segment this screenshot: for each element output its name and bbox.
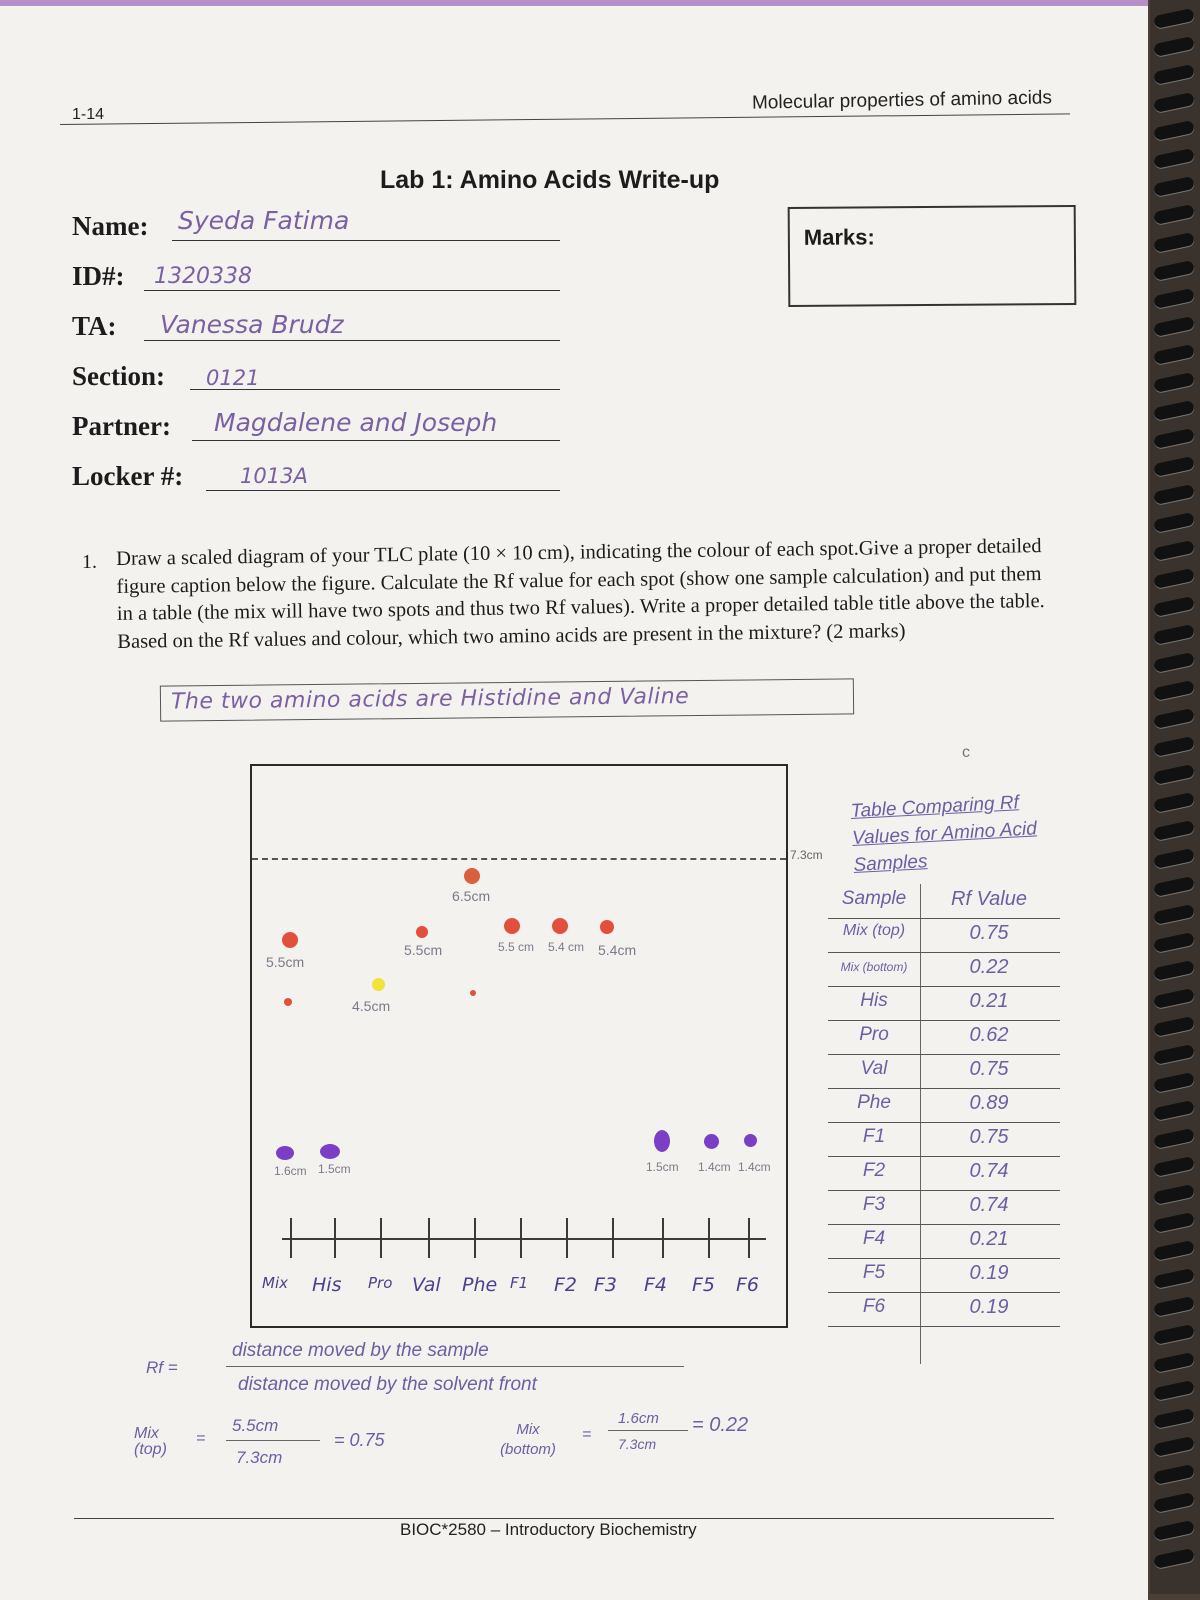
row-sample: F6 bbox=[862, 1296, 886, 1317]
binding-coil bbox=[1153, 1100, 1195, 1121]
binding-coil bbox=[1153, 232, 1195, 253]
binding-coil bbox=[1153, 1352, 1195, 1373]
mix-top-eq: = bbox=[196, 1430, 206, 1447]
partner-value: Magdalene and Joseph bbox=[214, 408, 498, 437]
chapter-title: Molecular properties of amino acids bbox=[751, 87, 1053, 114]
marks-box bbox=[788, 205, 1077, 307]
lane-label-mix: Mix bbox=[262, 1274, 288, 1292]
row-value: 0.21 bbox=[969, 1228, 1009, 1250]
lane-label-f3: F3 bbox=[594, 1274, 618, 1296]
binding-coil bbox=[1153, 1464, 1195, 1485]
binding-coil bbox=[1153, 820, 1195, 841]
dist-f6: 1.4cm bbox=[738, 1160, 771, 1174]
origin-line bbox=[282, 1238, 766, 1240]
lab-title: Lab 1: Amino Acids Write-up bbox=[380, 166, 720, 194]
spot-mix-bottom bbox=[276, 1146, 294, 1160]
binding-coil bbox=[1153, 1380, 1195, 1401]
ta-value: Vanessa Brudz bbox=[160, 310, 344, 339]
id-label: ID#: bbox=[72, 261, 125, 291]
row-value: 0.74 bbox=[969, 1160, 1009, 1182]
locker-label: Locker #: bbox=[72, 461, 184, 491]
row-sample: His bbox=[860, 990, 888, 1011]
table-row bbox=[828, 1156, 1060, 1191]
solvent-front-line bbox=[252, 858, 786, 860]
tlc-plate bbox=[250, 764, 823, 1328]
dist-f3: 5.4cm bbox=[598, 942, 637, 958]
spot-f6 bbox=[744, 1134, 757, 1147]
binding-coil bbox=[1153, 764, 1195, 785]
name-line bbox=[172, 240, 560, 241]
mix-bottom-result: = 0.22 bbox=[692, 1414, 749, 1436]
solvent-front-label: 7.3cm bbox=[790, 848, 823, 862]
spot-phe bbox=[464, 868, 480, 884]
lane-label-pro: Pro bbox=[368, 1274, 393, 1292]
mix-bottom-denominator: 7.3cm bbox=[618, 1436, 657, 1452]
lane-tick bbox=[612, 1218, 614, 1258]
lane-label-f5: F5 bbox=[692, 1274, 716, 1296]
binding-coil bbox=[1153, 120, 1195, 141]
lane-tick bbox=[380, 1218, 382, 1258]
lane-label-f1: F1 bbox=[510, 1274, 529, 1292]
row-value: 0.75 bbox=[969, 1126, 1009, 1148]
header-sample: Sample bbox=[841, 888, 907, 909]
id-value: 1320338 bbox=[154, 264, 252, 289]
binding-coil bbox=[1153, 484, 1195, 505]
binding-coil bbox=[1153, 204, 1195, 225]
binding-coil bbox=[1153, 1492, 1195, 1513]
spot-f1 bbox=[504, 918, 520, 934]
rf-symbol: Rf = bbox=[146, 1358, 178, 1377]
locker-value: 1013A bbox=[240, 464, 308, 488]
row-value: 0.75 bbox=[969, 1058, 1009, 1080]
row-value: 0.21 bbox=[969, 990, 1009, 1012]
table-title: Table Comparing Rf Values for Amino Acid Samples bbox=[850, 792, 1038, 876]
binding-coil bbox=[1153, 932, 1195, 953]
binding-coil bbox=[1153, 1212, 1195, 1233]
table-header-row bbox=[828, 884, 1060, 919]
locker-line bbox=[206, 490, 560, 491]
question-number: 1. bbox=[82, 551, 97, 573]
binding-coil bbox=[1153, 372, 1195, 393]
section-label: Section: bbox=[72, 361, 165, 391]
binding-coil bbox=[1153, 1156, 1195, 1177]
spot-pro bbox=[372, 978, 385, 991]
table-row bbox=[828, 1088, 1060, 1123]
binding-coil bbox=[1153, 568, 1195, 589]
binding-coil bbox=[1153, 1548, 1195, 1569]
binding-coil bbox=[1153, 792, 1195, 813]
dist-his: 1.5cm bbox=[318, 1162, 351, 1176]
dist-val: 5.5cm bbox=[404, 942, 443, 958]
ta-label: TA: bbox=[72, 311, 117, 341]
lane-tick bbox=[748, 1218, 750, 1258]
row-sample: F1 bbox=[862, 1126, 886, 1147]
name-value: Syeda Fatima bbox=[178, 206, 350, 235]
lane-label-his: His bbox=[312, 1274, 342, 1296]
mix-top-denominator: 7.3cm bbox=[236, 1448, 283, 1467]
lane-tick bbox=[334, 1218, 336, 1258]
footer-rule bbox=[74, 1518, 1054, 1519]
name-label: Name: bbox=[72, 211, 149, 241]
section-value: 0121 bbox=[206, 366, 260, 390]
row-sample: Phe bbox=[857, 1092, 891, 1113]
table-row bbox=[828, 1054, 1060, 1089]
dist-f5: 1.4cm bbox=[698, 1160, 731, 1174]
lane-tick bbox=[290, 1218, 292, 1258]
lane-tick bbox=[520, 1218, 522, 1258]
binding-coil bbox=[1153, 736, 1195, 757]
spot-mix-top bbox=[282, 932, 298, 948]
spot-phe-faint bbox=[470, 990, 476, 996]
table-row bbox=[828, 1020, 1060, 1055]
lane-tick bbox=[428, 1218, 430, 1258]
binding-coil bbox=[1153, 680, 1195, 701]
answer-box bbox=[160, 678, 854, 721]
dist-f4: 1.5cm bbox=[646, 1160, 679, 1174]
binding-coil bbox=[1153, 428, 1195, 449]
spot-mix-faint bbox=[284, 998, 292, 1006]
binding-coil bbox=[1153, 456, 1195, 477]
binding-coil bbox=[1153, 1072, 1195, 1093]
table-row bbox=[828, 1190, 1060, 1225]
row-value: 0.89 bbox=[969, 1092, 1009, 1114]
binding-coil bbox=[1153, 596, 1195, 617]
binding-coil bbox=[1153, 960, 1195, 981]
header-value: Rf Value bbox=[951, 888, 1027, 910]
mix-top-fraction-line bbox=[226, 1440, 320, 1441]
row-value: 0.75 bbox=[969, 922, 1009, 944]
binding-coil bbox=[1153, 1324, 1195, 1345]
dist-pro: 4.5cm bbox=[352, 998, 391, 1014]
footer-course: BIOC*2580 – Introductory Biochemistry bbox=[400, 1520, 697, 1539]
question-text: Draw a scaled diagram of your TLC plate (10 × 10 cm), indicating the colour of each spot.Give a proper detailed figure caption below the figure. Calculate the Rf value for each spot (show one sample calculation) and put them in a table (the mix will have two spots and thus two Rf values). Write a proper detailed table title above the table. Based on the Rf values and colour, which two amino acids are present in the mixture? (2 marks) bbox=[116, 535, 1045, 653]
dist-f1: 5.5 cm bbox=[498, 940, 535, 954]
rf-denominator: distance moved by the solvent front bbox=[238, 1374, 537, 1395]
binding-coil bbox=[1153, 708, 1195, 729]
binding-coil bbox=[1153, 400, 1195, 421]
binding-coil bbox=[1153, 1016, 1195, 1037]
rf-numerator: distance moved by the sample bbox=[232, 1340, 489, 1361]
binding-coil bbox=[1153, 316, 1195, 337]
row-sample: F2 bbox=[862, 1160, 886, 1181]
mix-bottom-eq: = bbox=[582, 1426, 592, 1443]
binding-coil bbox=[1153, 1268, 1195, 1289]
mix-bottom-fraction-line bbox=[608, 1430, 688, 1431]
binding-coil bbox=[1153, 92, 1195, 113]
row-sample: Pro bbox=[859, 1024, 889, 1045]
spot-f4 bbox=[654, 1130, 670, 1152]
lane-tick bbox=[474, 1218, 476, 1258]
table-row bbox=[828, 1224, 1060, 1259]
lane-label-f6: F6 bbox=[736, 1274, 760, 1296]
binding-coil bbox=[1153, 652, 1195, 673]
header-rule bbox=[60, 113, 1070, 125]
row-value: 0.22 bbox=[969, 956, 1009, 978]
mix-bottom-numerator: 1.6cm bbox=[618, 1410, 659, 1427]
spot-f5 bbox=[704, 1134, 719, 1149]
dist-f2: 5.4 cm bbox=[548, 940, 585, 954]
binding-coil bbox=[1153, 1240, 1195, 1261]
table-row bbox=[828, 1258, 1060, 1293]
table-row bbox=[828, 1292, 1060, 1327]
table-row bbox=[828, 952, 1060, 987]
spot-f3 bbox=[600, 920, 614, 934]
row-sample: F5 bbox=[862, 1262, 886, 1283]
binding-coil bbox=[1153, 1044, 1195, 1065]
binding-coil bbox=[1153, 1436, 1195, 1457]
binding-coil bbox=[1153, 624, 1195, 645]
mix-bottom-label: Mix (bottom) bbox=[500, 1421, 556, 1458]
table-row bbox=[828, 1122, 1060, 1157]
lane-tick bbox=[566, 1218, 568, 1258]
row-sample: Mix (top) bbox=[842, 922, 906, 939]
binding-coil bbox=[1153, 176, 1195, 197]
ta-line bbox=[144, 340, 560, 341]
partner-label: Partner: bbox=[72, 411, 171, 441]
mix-top-result: = 0.75 bbox=[334, 1430, 385, 1450]
mix-top-numerator: 5.5cm bbox=[232, 1416, 279, 1435]
binding-coil bbox=[1153, 848, 1195, 869]
binding-coil bbox=[1153, 36, 1195, 57]
row-sample: Val bbox=[860, 1058, 888, 1079]
binding-coil bbox=[1153, 512, 1195, 533]
partner-line bbox=[192, 440, 560, 441]
page-number: 1-14 bbox=[72, 106, 105, 123]
lane-tick bbox=[662, 1218, 664, 1258]
spot-val bbox=[416, 926, 428, 938]
dist-mix-top: 5.5cm bbox=[266, 954, 305, 970]
dist-phe: 6.5cm bbox=[452, 888, 491, 904]
rf-fraction-line bbox=[226, 1366, 684, 1367]
binding-coil bbox=[1153, 876, 1195, 897]
mix-top-label: Mix (top) bbox=[134, 1425, 167, 1458]
row-value: 0.74 bbox=[969, 1194, 1009, 1216]
table-row bbox=[828, 918, 1060, 953]
binding-coil bbox=[1153, 8, 1195, 29]
lane-tick bbox=[708, 1218, 710, 1258]
lane-label-f4: F4 bbox=[644, 1274, 668, 1296]
row-sample: F3 bbox=[862, 1194, 886, 1215]
binding-coil bbox=[1153, 1184, 1195, 1205]
binding-coil bbox=[1153, 344, 1195, 365]
row-value: 0.19 bbox=[969, 1296, 1009, 1318]
row-sample: F4 bbox=[862, 1228, 886, 1249]
binding-coil bbox=[1153, 148, 1195, 169]
spot-f2 bbox=[552, 918, 568, 934]
binding-coil bbox=[1153, 64, 1195, 85]
marks-label: Marks: bbox=[803, 224, 875, 250]
lane-label-val: Val bbox=[412, 1274, 441, 1296]
stray-mark: c bbox=[962, 744, 970, 761]
binding-coil bbox=[1153, 540, 1195, 561]
binding-coil bbox=[1153, 260, 1195, 281]
lane-label-phe: Phe bbox=[462, 1274, 498, 1296]
row-value: 0.62 bbox=[969, 1024, 1009, 1046]
binding-coil bbox=[1153, 988, 1195, 1009]
binding-coil bbox=[1153, 1296, 1195, 1317]
binding-coil bbox=[1153, 1408, 1195, 1429]
binding-coil bbox=[1153, 1520, 1195, 1541]
binding-coil bbox=[1153, 1128, 1195, 1149]
row-value: 0.19 bbox=[969, 1262, 1009, 1284]
lane-label-f2: F2 bbox=[554, 1274, 578, 1296]
binding-coil bbox=[1153, 288, 1195, 309]
spiral-binding bbox=[1150, 0, 1200, 1594]
table-row bbox=[828, 986, 1060, 1021]
answer-text: The two amino acids are Histidine and Valine bbox=[170, 684, 690, 715]
dist-mix-bottom: 1.6cm bbox=[274, 1164, 307, 1178]
row-sample: Mix (bottom) bbox=[840, 960, 908, 974]
spot-his bbox=[320, 1144, 340, 1159]
id-line bbox=[144, 290, 560, 291]
binding-coil bbox=[1153, 904, 1195, 925]
